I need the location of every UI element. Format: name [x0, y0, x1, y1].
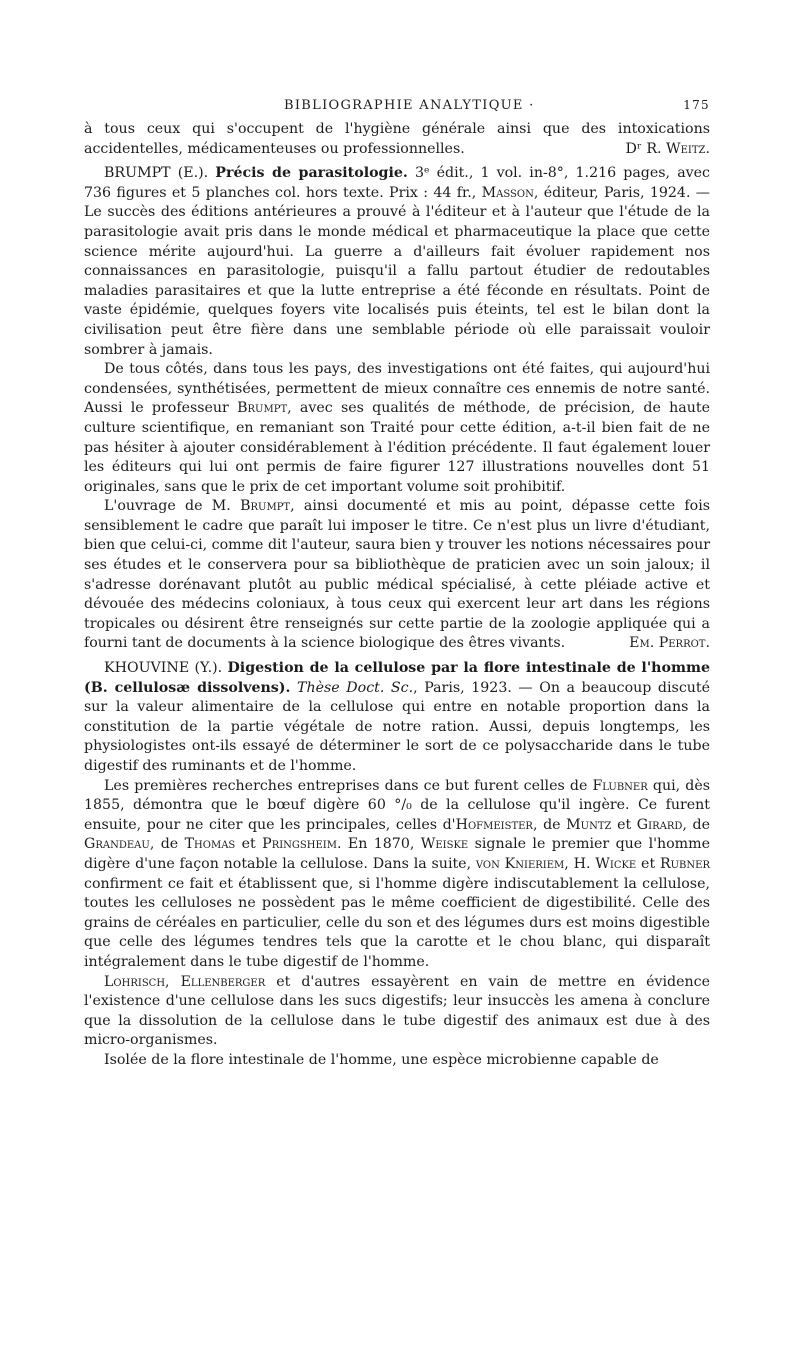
thesis-type: Thèse Doct. Sc.: [297, 679, 414, 696]
paragraph-text: Isolée de la flore intestinale de l'homme, une espèce microbienne capable de: [104, 1051, 659, 1068]
book-title: Précis de parasitologie.: [215, 165, 408, 182]
paragraph-text: confirment ce fait et établissent que, si l'homme digère indiscutablement la cellulose, toutes les celluloses ne possèdent pas le même coefficient de digestibilité. Celle des grains de céréales en particulier, celle du son et des légumes durs est moins digestible que celle des légumes tendres tels que la carotte et le chou blanc, qui disparaît intégralement dans le tube digestif de l'homme.: [84, 875, 710, 970]
cited-name: von Knieriem: [475, 855, 565, 872]
page-number: 175: [683, 98, 710, 112]
review-text: , Paris, 1923. — On a beaucoup discuté sur la valeur alimentaire de la cellulose qui entre en notable proportion dans la constitution de la partie végétale de notre ration. Aussi, depuis longtemps, les physiologistes ont-ils essayé de déterminer le sort de ce polysaccharide dans le tube digestif des ruminants et de l'homme.: [84, 679, 710, 774]
thesis-title: Digestion de la cellulose par la flore intestinale de l'homme (B. cellulosæ dissolvens).: [84, 660, 710, 696]
author-name: KHOUVINE (Y.).: [104, 660, 223, 677]
cited-name: Brumpt: [237, 400, 288, 417]
cited-name: Pringsheim: [262, 836, 337, 853]
cited-name: Lohrisch: [104, 973, 166, 990]
paragraph-text: , de: [532, 816, 567, 833]
review-text: , éditeur, Paris, 1924. — Le succès des éditions antérieures a prouvé à l'éditeur et à l'auteur que l'étude de la parasitologie avait pris dans le monde médical et pharmaceutique la place que cette science mérite aujourd'hui. La guerre a d'ailleurs fait évoluer rapidement nos connaissances en parasitologie, puisqu'il a fallu partout étudier de redoutables maladies parasitaires et que la lutte entreprise a été féconde en résultats. Point de vaste épidémie, quelques foyers vite localisés puis éteints, tel est le bilan dont la civilisation peut être fière dans une semblable période où elle paraissait vouloir sombrer à jamais.: [84, 184, 710, 358]
cited-name: Rubner: [659, 855, 710, 872]
paragraph-text: et d'autres essayèrent en vain de mettre en évidence l'existence d'une cellulose dans les sucs digestifs; leur insuccès les amena à conclure que la dissolution de la cellulose dans le tube digestif des animaux est due à des micro-organismes.: [84, 973, 710, 1049]
reviewer-signature: Dʳ R. Weitz.: [625, 140, 710, 157]
review-paragraph: [84, 973, 710, 1051]
cited-name: Flubner: [592, 777, 648, 794]
paragraph-text: , H.: [564, 855, 596, 872]
review-brumpt: [84, 164, 710, 360]
paragraph-text: et: [235, 836, 263, 853]
cited-name: Weiske: [420, 836, 469, 853]
review-paragraph: [84, 497, 710, 654]
review-khouvine: [84, 659, 710, 777]
paragraph-text: , de: [149, 836, 185, 853]
book-reference: 3ᵉ édit., 1 vol. in-8°, 1.216 pages, avec 736 figures et 5 planches col. hors texte. Prix : 44 fr.,: [84, 165, 711, 201]
cited-name: Muntz: [566, 816, 612, 833]
cited-name: Ellenberger: [180, 973, 266, 990]
paragraph-text: ,: [165, 973, 181, 990]
page: [84, 98, 710, 1071]
cited-name: Wicke: [595, 855, 637, 872]
paragraph-text: De tous côtés, dans tous les pays, des investigations ont été faites, qui aujourd'hui condensées, synthétisées, permettent de mieux connaître ces ennemis de notre santé. Aussi le professeur: [84, 361, 710, 417]
entry-continuation: [84, 120, 710, 159]
continuation-text: à tous ceux qui s'occupent de l'hygiène générale ainsi que des intoxications accidentelles, médicamenteuses ou professionnelles.: [84, 121, 710, 157]
cited-name: Grandeau: [84, 836, 150, 853]
reviewer-signature: Em. Perrot.: [629, 635, 710, 652]
cited-name: Thomas: [184, 836, 236, 853]
paragraph-text: , avec ses qualités de méthode, de précision, de haute culture scientifique, en remaniant son Traité pour cette édition, a-t-il bien fait de ne pas hésiter à ajouter considérablement à l'édition précédente. Il faut également louer les éditeurs qui lui ont permis de faire figurer 127 illustrations nouvelles dont 51 originales, sans que le prix de cet important volume soit prohibitif.: [84, 400, 710, 495]
paragraph-text: , de: [682, 816, 710, 833]
paragraph-text: signale le premier que l'homme digère d'une façon notable la cellulose. Dans la suite,: [84, 836, 710, 872]
review-paragraph: [84, 360, 710, 497]
review-paragraph: [84, 777, 710, 973]
author-name: BRUMPT (E.).: [104, 165, 209, 182]
cited-name: Girard: [636, 816, 683, 833]
cited-name: Brumpt: [240, 498, 291, 515]
running-title: BIBLIOGRAPHIE ANALYTIQUE ·: [284, 98, 535, 113]
review-paragraph: [84, 1051, 710, 1071]
paragraph-text: L'ouvrage de M.: [104, 498, 241, 515]
publisher-name: Masson: [481, 184, 534, 201]
paragraph-text: qui, dès 1855, démontra que le bœuf digère 60 °/₀ de la cellulose qu'il ingère. Ce furent ensuite, pour ne citer que les principales, celles d': [84, 777, 710, 833]
running-header: [84, 98, 710, 120]
paragraph-text: , ainsi documenté et mis au point, dépasse cette fois sensiblement le cadre que paraît lui imposer le titre. Ce n'est plus un livre d'étudiant, bien que celui-ci, comme dit l'auteur, saura bien y trouver les notions nécessaires pour ses études et le conservera pour sa bibliothèque de praticien avec un soin jaloux; il s'adresse dorénavant plutôt au public médical spécialisé, à cette pléiade active et dévouée des médecins coloniaux, à tous ceux qui exercent leur art dans les régions tropicales ou désirent être renseignés sur cette partie de la zoologie appliquée qui a fourni tant de documents à la science biologique des êtres vivants.: [84, 498, 711, 652]
paragraph-text: Les premières recherches entreprises dans ce but furent celles de: [104, 777, 593, 794]
paragraph-text: et: [636, 855, 660, 872]
paragraph-text: et: [611, 816, 637, 833]
cited-name: Hofmeister: [455, 816, 533, 833]
paragraph-text: . En 1870,: [336, 836, 421, 853]
